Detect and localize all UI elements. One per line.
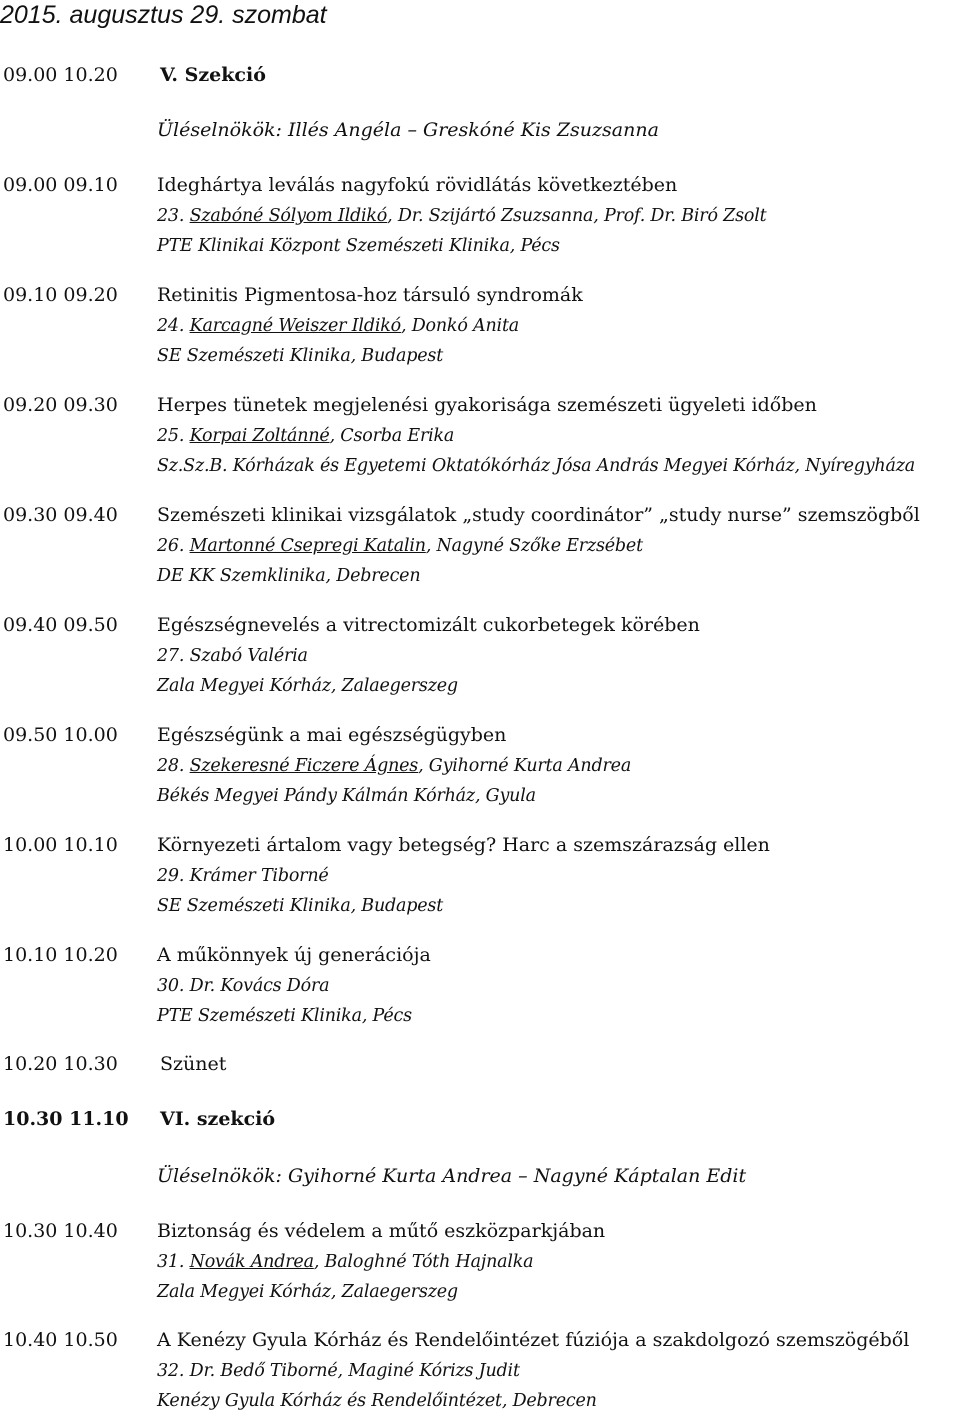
talk-authors: [157, 314, 583, 344]
session-name: V. Szekció: [160, 64, 266, 86]
talk-institution: DE KK Szemklinika, Debrecen: [157, 566, 421, 586]
talk-time: 09.00 09.10: [3, 174, 118, 196]
talk-authors: [157, 754, 631, 784]
talk-authors: [157, 1359, 909, 1389]
co-authors: Dr. Kovács Dóra: [189, 976, 330, 996]
session-time: 09.00 10.20: [3, 64, 118, 86]
talk-time: 10.40 10.50: [3, 1329, 118, 1351]
talk-number: 25.: [157, 426, 185, 446]
talk-number: 26.: [157, 536, 185, 556]
talk-title: A Kenézy Gyula Kórház és Rendelőintézet fúziója a szakdolgozó szemszögéből: [157, 1329, 910, 1351]
co-authors: Szabó Valéria: [189, 646, 308, 666]
talk-time: 09.20 09.30: [3, 394, 118, 416]
talk-number: 24.: [157, 316, 185, 336]
talk-title: Ideghártya leválás nagyfokú rövidlátás következtében: [157, 174, 678, 196]
session-time-2: 10.30 11.10: [3, 1108, 129, 1130]
presenter-name: Karcagné Weiszer Ildikó: [189, 316, 401, 336]
talk-institution: SE Szemészeti Klinika, Budapest: [157, 896, 444, 916]
presenter-name: Szekeresné Ficzere Ágnes: [189, 756, 419, 776]
talk-title: Herpes tünetek megjelenési gyakorisága szemészeti ügyeleti időben: [157, 394, 817, 416]
co-authors: , Csorba Erika: [329, 426, 455, 446]
talk-institution: PTE Klinikai Központ Szemészeti Klinika, Pécs: [157, 236, 560, 256]
talk-number: 28.: [157, 756, 185, 776]
talk-authors: [157, 864, 770, 894]
talk-institution: Zala Megyei Kórház, Zalaegerszeg: [157, 1282, 458, 1302]
talk-institution: PTE Szemészeti Klinika, Pécs: [157, 1006, 412, 1026]
talk-title: A műkönnyek új generációja: [157, 944, 431, 966]
talk-number: 30.: [157, 976, 185, 996]
talk-authors: [157, 974, 431, 1004]
talk-authors: [157, 1250, 605, 1280]
talk-institution: SE Szemészeti Klinika, Budapest: [157, 346, 444, 366]
co-authors: , Nagyné Szőke Erzsébet: [425, 536, 643, 556]
talk-authors: [157, 424, 915, 454]
talk-institution: Békés Megyei Pándy Kálmán Kórház, Gyula: [157, 786, 536, 806]
co-authors: Krámer Tiborné: [189, 866, 329, 886]
presenter-name: Korpai Zoltánné: [189, 426, 330, 446]
co-authors: , Donkó Anita: [400, 316, 520, 336]
talk-authors: [157, 534, 920, 564]
presenter-name: Novák Andrea: [189, 1252, 314, 1272]
presenter-name: Szabóné Sólyom Ildikó: [189, 206, 388, 226]
session-chairs-2: Üléselnökök: Gyihorné Kurta Andrea – Nagyné Káptalan Edit: [157, 1165, 747, 1187]
talk-time: 10.10 10.20: [3, 944, 118, 966]
talk-number: 29.: [157, 866, 185, 886]
talk-institution: Kenézy Gyula Kórház és Rendelőintézet, Debrecen: [157, 1391, 597, 1411]
talk-number: 27.: [157, 646, 185, 666]
talk-title: Biztonság és védelem a műtő eszközparkjában: [157, 1220, 606, 1242]
talk-time: 09.50 10.00: [3, 724, 118, 746]
talk-time: 09.30 09.40: [3, 504, 118, 526]
page-date: 2015. augusztus 29. szombat: [0, 1, 327, 29]
co-authors: , Dr. Szijártó Zsuzsanna, Prof. Dr. Biró Zsolt: [387, 206, 767, 226]
session-name-2: VI. szekció: [160, 1108, 276, 1130]
talk-number: 23.: [157, 206, 185, 226]
talk-time: 09.40 09.50: [3, 614, 118, 636]
talk-title: Retinitis Pigmentosa-hoz társuló syndromák: [157, 284, 583, 306]
co-authors: , Baloghné Tóth Hajnalka: [313, 1252, 534, 1272]
talk-time: 09.10 09.20: [3, 284, 118, 306]
break-time: 10.20 10.30: [3, 1053, 118, 1075]
talk-time: 10.00 10.10: [3, 834, 118, 856]
session-chairs: Üléselnökök: Illés Angéla – Greskóné Kis Zsuzsanna: [157, 119, 659, 141]
talk-title: Szemészeti klinikai vizsgálatok „study coordinátor” „study nurse” szemszögből: [157, 504, 920, 526]
talk-institution: Zala Megyei Kórház, Zalaegerszeg: [157, 676, 458, 696]
talk-title: Egészségnevelés a vitrectomizált cukorbetegek körében: [157, 614, 700, 636]
presenter-name: Martonné Csepregi Katalin: [189, 536, 426, 556]
talk-title: Környezeti ártalom vagy betegség? Harc a szemszárazság ellen: [157, 834, 770, 856]
talk-title: Egészségünk a mai egészségügyben: [157, 724, 507, 746]
co-authors: , Gyihorné Kurta Andrea: [418, 756, 632, 776]
talk-number: 32.: [157, 1361, 185, 1381]
break-label: Szünet: [160, 1053, 227, 1075]
talk-time: 10.30 10.40: [3, 1220, 118, 1242]
talk-institution: Sz.Sz.B. Kórházak és Egyetemi Oktatókórház Jósa András Megyei Kórház, Nyíregyháza: [157, 456, 915, 476]
talk-number: 31.: [157, 1252, 185, 1272]
co-authors: Dr. Bedő Tiborné, Maginé Kórizs Judit: [189, 1361, 520, 1381]
talk-authors: [157, 204, 766, 234]
talk-authors: [157, 644, 700, 674]
